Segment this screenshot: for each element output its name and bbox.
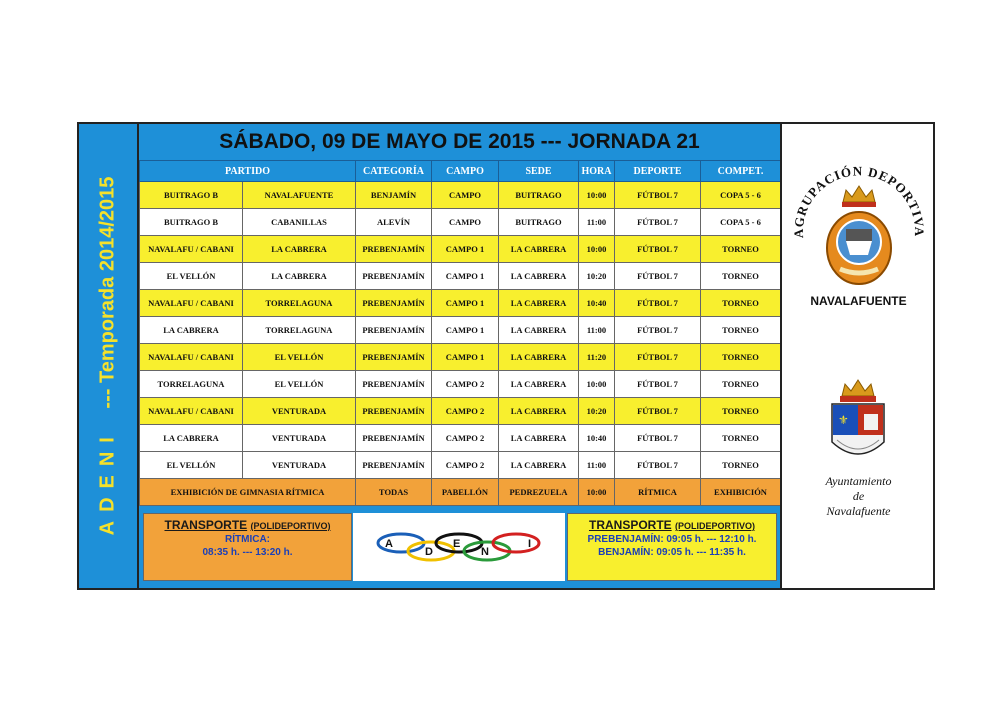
match-row [140,263,781,290]
cell-away-team: VENTURADA [243,425,356,452]
cell-categoria: PREBENJAMÍN [356,344,432,371]
transport-right-line1: PREBENJAMÍN: 09:05 h. --- 12:10 h. [587,534,757,545]
cell-deporte: FÚTBOL 7 [615,425,701,452]
cell-compet: COPA 5 - 6 [701,182,781,209]
cell-campo: CAMPO 2 [432,425,499,452]
cell-hora: 10:00 [579,236,615,263]
town-hall-name [782,474,935,519]
cell-sede: LA CABRERA [499,344,579,371]
cell-away-team: EL VELLÓN [243,371,356,398]
cell-home-team: LA CABRERA [140,317,243,344]
season-text: --- Temporada 2014/2015 [96,176,119,409]
match-row [140,398,781,425]
header-partido: PARTIDO [140,161,356,182]
transport-ritmica-box [143,513,352,581]
transport-left-subtitle: (POLIDEPORTIVO) [250,521,331,531]
cell-sede: LA CABRERA [499,371,579,398]
cell-categoria: PREBENJAMÍN [356,317,432,344]
exhibition-hora: 10:00 [579,479,615,506]
exhibition-campo: PABELLÓN [432,479,499,506]
cell-hora: 10:00 [579,182,615,209]
cell-campo: CAMPO 1 [432,236,499,263]
cell-compet: TORNEO [701,236,781,263]
cell-sede: LA CABRERA [499,452,579,479]
schedule-panel [139,124,780,588]
match-row [140,317,781,344]
cell-home-team: TORRELAGUNA [140,371,243,398]
cell-categoria: PREBENJAMÍN [356,290,432,317]
header-categoria: CATEGORÍA [356,161,432,182]
cell-hora: 11:00 [579,452,615,479]
transport-right-title [568,518,776,532]
table-header [140,161,781,182]
cell-deporte: FÚTBOL 7 [615,371,701,398]
cell-sede: LA CABRERA [499,425,579,452]
match-row [140,452,781,479]
cell-home-team: NAVALAFU / CABANI [140,236,243,263]
cell-campo: CAMPO 1 [432,344,499,371]
ring-letter: N [481,546,489,558]
logos-panel [780,124,933,588]
cell-deporte: FÚTBOL 7 [615,398,701,425]
cell-compet: TORNEO [701,263,781,290]
cell-deporte: FÚTBOL 7 [615,452,701,479]
cell-away-team: NAVALAFUENTE [243,182,356,209]
cell-home-team: NAVALAFU / CABANI [140,398,243,425]
transport-left-line1: RÍTMICA: [225,534,270,545]
cell-compet: TORNEO [701,371,781,398]
cell-categoria: PREBENJAMÍN [356,263,432,290]
cell-sede: BUITRAGO [499,209,579,236]
match-row [140,236,781,263]
cell-categoria: PREBENJAMÍN [356,371,432,398]
transport-left-title [144,518,351,532]
ring-letter: I [528,538,532,550]
svg-text:⚜: ⚜ [838,413,849,427]
cell-campo: CAMPO 1 [432,263,499,290]
header-campo: CAMPO [432,161,499,182]
cell-home-team: EL VELLÓN [140,452,243,479]
header-sede: SEDE [499,161,579,182]
transport-left-heading: TRANSPORTE [164,518,248,532]
cell-home-team: NAVALAFU / CABANI [140,344,243,371]
cell-compet: TORNEO [701,452,781,479]
cell-compet: TORNEO [701,425,781,452]
cell-away-team: LA CABRERA [243,236,356,263]
table-body [140,182,781,479]
cell-home-team: LA CABRERA [140,425,243,452]
cell-categoria: PREBENJAMÍN [356,425,432,452]
transport-left-line2: 08:35 h. --- 13:20 h. [202,547,293,558]
exhibition-deporte: RÍTMICA [615,479,701,506]
cell-compet: COPA 5 - 6 [701,209,781,236]
cell-sede: LA CABRERA [499,236,579,263]
town-hall-line3: Navalafuente [826,504,891,518]
season-sidebar [79,124,139,588]
match-row [140,290,781,317]
ring-letter: A [385,538,393,550]
town-hall-line2: de [852,489,865,503]
cell-home-team: EL VELLÓN [140,263,243,290]
cell-campo: CAMPO [432,209,499,236]
town-crest-icon [782,374,935,474]
cell-hora: 11:00 [579,209,615,236]
transport-right-subtitle: (POLIDEPORTIVO) [675,521,756,531]
cell-categoria: ALEVÍN [356,209,432,236]
match-row [140,182,781,209]
club-name: NAVALAFUENTE [810,294,907,308]
cell-deporte: FÚTBOL 7 [615,344,701,371]
adeni-rings-logo [353,513,565,581]
cell-deporte: FÚTBOL 7 [615,236,701,263]
cell-home-team: BUITRAGO B [140,182,243,209]
header-deporte: DEPORTE [615,161,701,182]
cell-away-team: LA CABRERA [243,263,356,290]
cell-hora: 10:00 [579,371,615,398]
cell-home-team: BUITRAGO B [140,209,243,236]
cell-campo: CAMPO 1 [432,317,499,344]
cell-campo: CAMPO 2 [432,398,499,425]
cell-categoria: PREBENJAMÍN [356,398,432,425]
cell-hora: 10:20 [579,263,615,290]
cell-compet: TORNEO [701,290,781,317]
cell-sede: BUITRAGO [499,182,579,209]
header-compet: COMPET. [701,161,781,182]
cell-away-team: VENTURADA [243,398,356,425]
exhibition-categoria: TODAS [356,479,432,506]
page-title: SÁBADO, 09 DE MAYO DE 2015 --- JORNADA 21 [219,130,700,153]
club-arc-text: AGRUPACIÓN DEPORTIVA [790,163,928,239]
cell-away-team: VENTURADA [243,452,356,479]
cell-hora: 11:20 [579,344,615,371]
cell-sede: LA CABRERA [499,263,579,290]
cell-home-team: NAVALAFU / CABANI [140,290,243,317]
cell-campo: CAMPO 2 [432,452,499,479]
cell-sede: LA CABRERA [499,290,579,317]
cell-compet: TORNEO [701,398,781,425]
cell-deporte: FÚTBOL 7 [615,317,701,344]
schedule-table [139,160,781,506]
cell-deporte: FÚTBOL 7 [615,182,701,209]
transport-right-line2: BENJAMÍN: 09:05 h. --- 11:35 h. [598,547,746,558]
cell-campo: CAMPO 1 [432,290,499,317]
cell-campo: CAMPO [432,182,499,209]
cell-campo: CAMPO 2 [432,371,499,398]
cell-away-team: EL VELLÓN [243,344,356,371]
cell-compet: TORNEO [701,317,781,344]
cell-compet: TORNEO [701,344,781,371]
exhibition-partido: EXHIBICIÓN DE GIMNASIA RÍTMICA [140,479,356,506]
transport-futbol-box [567,513,777,581]
cell-sede: LA CABRERA [499,398,579,425]
rings-icon [353,513,565,581]
cell-away-team: TORRELAGUNA [243,317,356,344]
ring-letter: D [425,546,433,558]
cell-categoria: BENJAMÍN [356,182,432,209]
header-hora: HORA [579,161,615,182]
adeni-label: ADENI [96,428,119,536]
cell-hora: 10:40 [579,425,615,452]
cell-categoria: PREBENJAMÍN [356,236,432,263]
town-hall-line1: Ayuntamiento [825,474,892,488]
match-row [140,344,781,371]
exhibition-sede: PEDREZUELA [499,479,579,506]
match-row [140,425,781,452]
transport-section [139,507,780,588]
cell-away-team: TORRELAGUNA [243,290,356,317]
club-logo [782,124,935,294]
exhibition-row [140,479,781,506]
cell-hora: 10:40 [579,290,615,317]
transport-right-heading: TRANSPORTE [588,518,672,532]
cell-away-team: CABANILLAS [243,209,356,236]
cell-sede: LA CABRERA [499,317,579,344]
exhibition-compet: EXHIBICIÓN [701,479,781,506]
cell-categoria: PREBENJAMÍN [356,452,432,479]
match-row [140,371,781,398]
cell-deporte: FÚTBOL 7 [615,209,701,236]
match-row [140,209,781,236]
season-label [97,136,120,576]
cell-hora: 10:20 [579,398,615,425]
cell-hora: 11:00 [579,317,615,344]
cell-deporte: FÚTBOL 7 [615,263,701,290]
cell-deporte: FÚTBOL 7 [615,290,701,317]
ring-letter: E [453,538,461,550]
